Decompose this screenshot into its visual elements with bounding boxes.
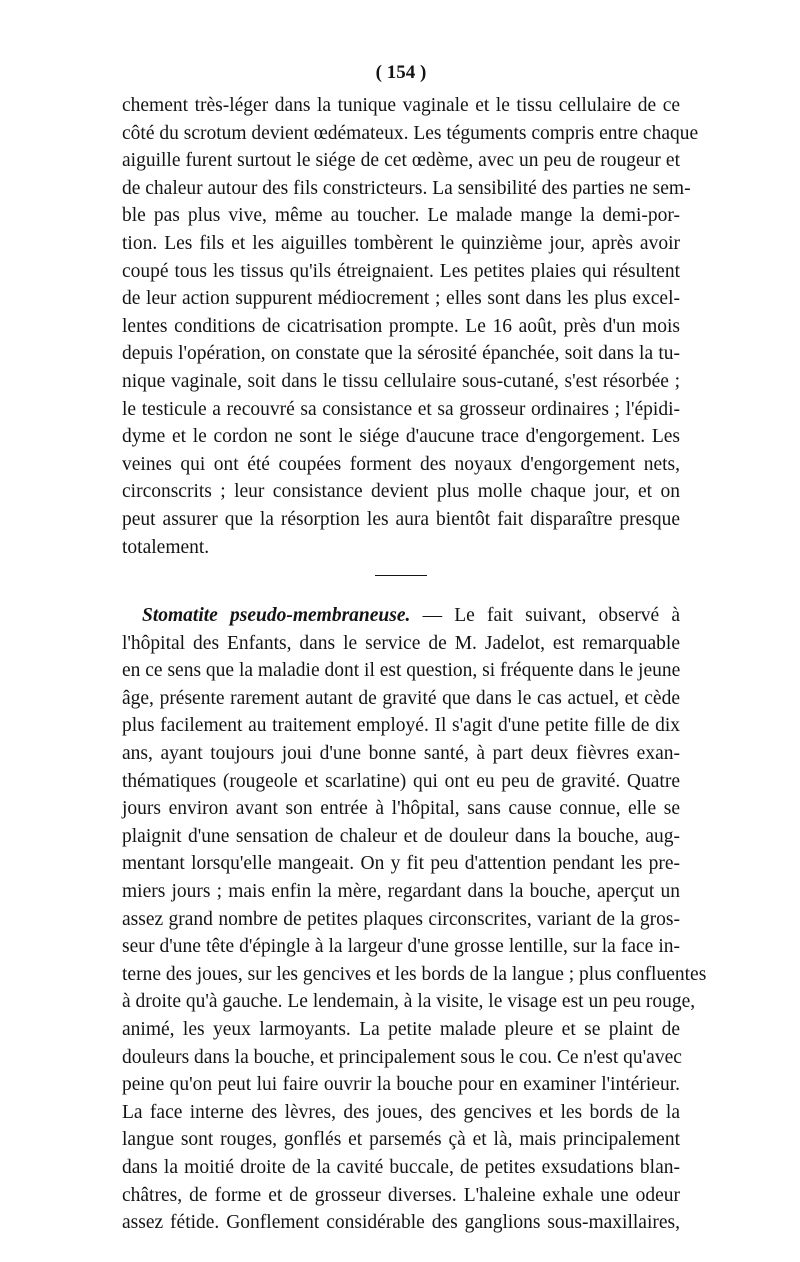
- text-line: jours environ avant son entrée à l'hôpital, sans cause connue, elle se: [122, 798, 680, 820]
- text-line: plaignit d'une sensation de chaleur et de douleur dans la bouche, aug-: [122, 825, 680, 847]
- text-line: dans la moitié droite de la cavité buccale, de petites exsudations blan-: [122, 1156, 680, 1178]
- paragraph-1: [122, 92, 699, 561]
- text-line: chement très-léger dans la tunique vaginale et le tissu cellulaire de ce: [122, 95, 680, 116]
- paragraph-2: [122, 602, 707, 1237]
- text-line: l'hôpital des Enfants, dans le service de M. Jadelot, est remarquable: [122, 632, 680, 654]
- text-line: assez fétide. Gonflement considérable des ganglions sous-maxillaires,: [122, 1212, 680, 1234]
- document-page: [122, 58, 707, 1237]
- text-line: en ce sens que la maladie dont il est question, si fréquente dans le jeune: [122, 660, 681, 682]
- text-line: peut assurer que la résorption les aura bientôt fait disparaître presque: [122, 508, 680, 530]
- text-line: totalement.: [122, 536, 210, 558]
- paragraph-2-first-line: [122, 602, 680, 630]
- text-line: ans, ayant toujours joui d'une bonne santé, à part deux fièvres exan-: [122, 743, 680, 765]
- text-line: le testicule a recouvré sa consistance et sa grosseur ordinaires ; l'épidi-: [122, 398, 680, 420]
- section-divider: [375, 575, 427, 576]
- text-line: langue sont rouges, gonflés et parsemés çà et là, mais principalement: [122, 1129, 680, 1151]
- text-line: miers jours ; mais enfin la mère, regardant dans la bouche, aperçut un: [122, 881, 680, 903]
- text-line: lentes conditions de cicatrisation prompte. Le 16 août, près d'un mois: [122, 315, 680, 337]
- text-line: veines qui ont été coupées forment des noyaux d'engorgement nets,: [122, 453, 680, 475]
- section-heading: Stomatite pseudo-membraneuse.: [142, 605, 411, 627]
- text-line: circonscrits ; leur consistance devient plus molle chaque jour, et on: [122, 481, 680, 503]
- text-line: animé, les yeux larmoyants. La petite malade pleure et se plaint de: [122, 1019, 680, 1040]
- text-line: tion. Les fils et les aiguilles tombèrent le quinzième jour, après avoir: [122, 232, 680, 254]
- text-line: de leur action suppurent médiocrement ; elles sont dans les plus excel-: [122, 288, 680, 310]
- text-line: douleurs dans la bouche, et principalement sous le cou. Ce n'est qu'avec: [122, 1046, 682, 1068]
- paragraph-2-first-line-text: — Le fait suivant, observé à: [410, 605, 680, 627]
- text-line: âge, présente rarement autant de gravité que dans le cas actuel, et cède: [122, 687, 680, 709]
- text-line: à droite qu'à gauche. Le lendemain, à la visite, le visage est un peu rouge,: [122, 991, 696, 1013]
- text-line: depuis l'opération, on constate que la sérosité épanchée, soit dans la tu-: [122, 343, 680, 365]
- text-line: châtres, de forme et de grosseur diverses. L'haleine exhale une odeur: [122, 1184, 680, 1206]
- text-line: mentant lorsqu'elle mangeait. On y fit peu d'attention pendant les pre-: [122, 853, 680, 875]
- text-line: coupé tous les tissus qu'ils étreignaient. Les petites plaies qui résultent: [122, 260, 680, 282]
- text-line: ble pas plus vive, même au toucher. Le malade mange la demi-por-: [122, 205, 680, 227]
- text-line: côté du scrotum devient œdémateux. Les téguments compris entre chaque: [122, 122, 699, 144]
- text-line: nique vaginale, soit dans le tissu cellulaire sous-cutané, s'est résorbée ;: [122, 370, 680, 392]
- text-line: assez grand nombre de petites plaques circonscrites, variant de la gros-: [122, 908, 680, 930]
- text-line: La face interne des lèvres, des joues, des gencives et les bords de la: [122, 1101, 680, 1123]
- text-line: dyme et le cordon ne sont le siége d'aucune trace d'engorgement. Les: [122, 426, 680, 448]
- text-line: peine qu'on peut lui faire ouvrir la bouche pour en examiner l'intérieur.: [122, 1074, 680, 1096]
- text-line: de chaleur autour des fils constricteurs. La sensibilité des parties ne sem-: [122, 177, 691, 199]
- text-line: thématiques (rougeole et scarlatine) qui ont eu peu de gravité. Quatre: [122, 770, 680, 792]
- text-line: plus facilement au traitement employé. Il s'agit d'une petite fille de dix: [122, 715, 680, 737]
- text-line: seur d'une tête d'épingle à la largeur d'une grosse lentille, sur la face in-: [122, 936, 680, 958]
- text-line: terne des joues, sur les gencives et les bords de la langue ; plus confluentes: [122, 963, 707, 985]
- text-line: aiguille furent surtout le siége de cet œdème, avec un peu de rougeur et: [122, 150, 680, 172]
- page-number: ( 154 ): [375, 62, 427, 83]
